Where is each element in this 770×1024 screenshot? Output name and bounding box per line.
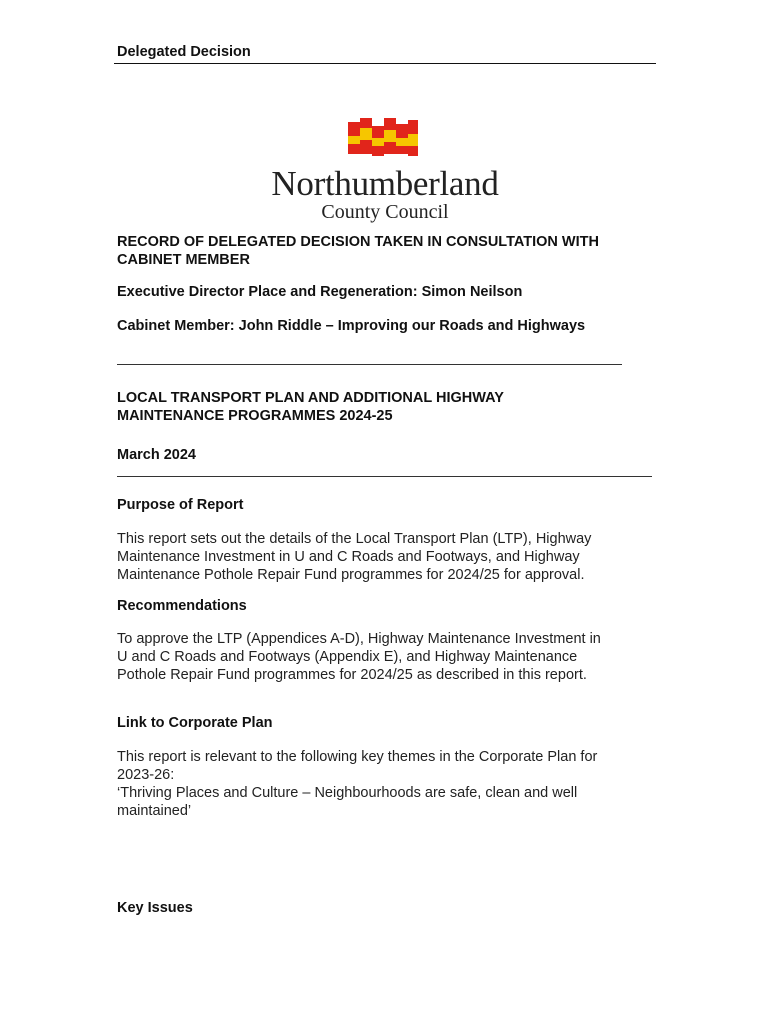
report-title [117,389,657,425]
recommendations-line2: U and C Roads and Footways (Appendix E), and Highway Maintenance [117,649,578,665]
corporate-plan-text [117,748,657,820]
separator-rule-1 [117,364,622,365]
corporate-plan-line2: 2023-26: [117,767,175,783]
corporate-plan-line4: maintained’ [117,803,192,819]
purpose-text [117,530,657,584]
record-title-line2: CABINET MEMBER [117,252,250,268]
purpose-line2: Maintenance Investment in U and C Roads and Footways, and Highway [117,549,580,565]
corporate-plan-line3: ‘Thriving Places and Culture – Neighbourhoods are safe, clean and well [117,785,578,801]
header-rule [114,63,656,64]
council-logo [240,118,530,222]
northumberland-flag-icon [348,118,420,158]
recommendations-heading: Recommendations [117,598,247,614]
cabinet-member: Cabinet Member: John Riddle – Improving our Roads and Highways [117,318,586,334]
purpose-heading: Purpose of Report [117,497,244,513]
key-issues-heading: Key Issues [117,900,193,916]
report-date: March 2024 [117,447,196,463]
record-title-line1: RECORD OF DELEGATED DECISION TAKEN IN CONSULTATION WITH [117,234,599,250]
corporate-plan-heading: Link to Corporate Plan [117,715,273,731]
executive-director: Executive Director Place and Regeneration: Simon Neilson [117,284,523,300]
recommendations-text [117,630,657,684]
record-title [117,233,657,269]
corporate-plan-line1: This report is relevant to the following key themes in the Corporate Plan for [117,749,598,765]
logo-title: Northumberland [271,164,499,203]
purpose-line3: Maintenance Pothole Repair Fund programmes for 2024/25 for approval. [117,567,585,583]
report-title-line2: MAINTENANCE PROGRAMMES 2024-25 [117,408,393,424]
logo-subtitle: County Council [321,201,449,223]
header-label: Delegated Decision [117,44,251,60]
recommendations-line3: Pothole Repair Fund programmes for 2024/25 as described in this report. [117,667,587,683]
purpose-line1: This report sets out the details of the Local Transport Plan (LTP), Highway [117,531,592,547]
recommendations-line1: To approve the LTP (Appendices A-D), Highway Maintenance Investment in [117,631,601,647]
report-title-line1: LOCAL TRANSPORT PLAN AND ADDITIONAL HIGHWAY [117,390,504,406]
separator-rule-2 [117,476,652,477]
